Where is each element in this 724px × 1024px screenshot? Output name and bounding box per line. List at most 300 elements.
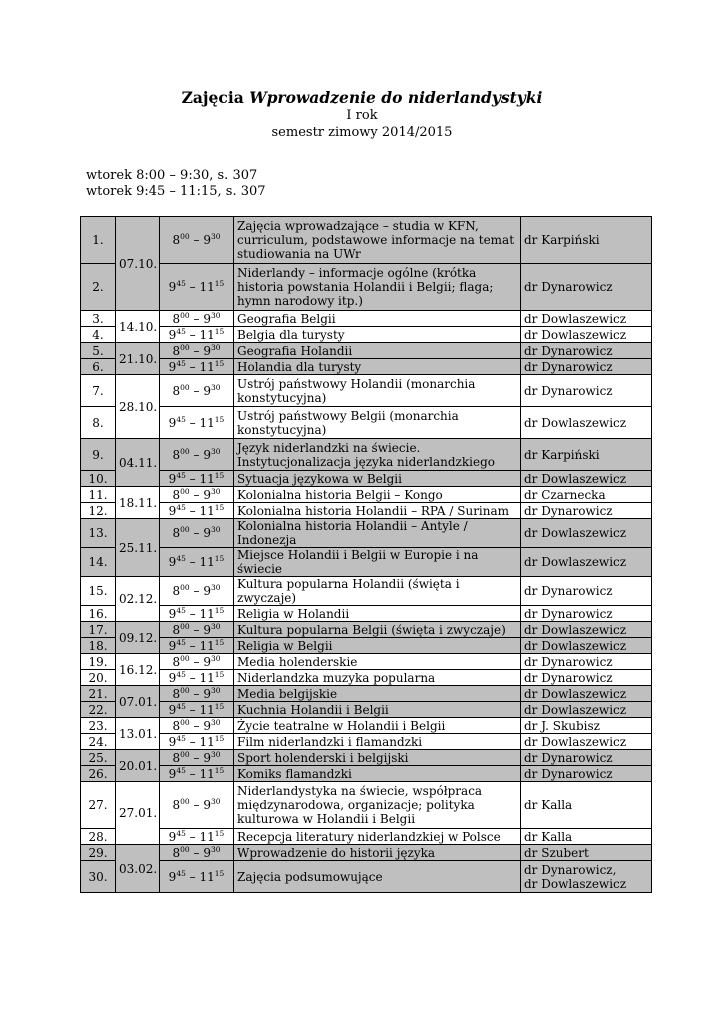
- table-row: [81, 311, 652, 327]
- end-hour: 11: [199, 638, 215, 653]
- time-separator: –: [189, 584, 204, 598]
- class-hours-line: wtorek 8:00 – 9:30, s. 307: [86, 168, 258, 183]
- start-hour: 9: [168, 503, 177, 518]
- lesson-teacher: dr Karpiński: [521, 217, 652, 264]
- time-separator: –: [189, 311, 204, 326]
- lesson-teacher: dr Dynarowicz: [521, 670, 652, 686]
- time-separator: –: [185, 415, 200, 430]
- start-hour: 8: [172, 654, 181, 669]
- end-minutes: 15: [214, 414, 225, 424]
- start-minutes: 00: [180, 717, 190, 727]
- end-minutes: 15: [214, 502, 225, 512]
- lesson-date: 27.01.: [116, 782, 160, 845]
- lesson-date: 25.11.: [116, 519, 160, 577]
- table-row: [81, 471, 652, 487]
- time-slot: [160, 548, 234, 577]
- end-hour: 9: [203, 311, 211, 326]
- start-minutes: 45: [176, 733, 186, 743]
- start-hour: 9: [168, 555, 177, 569]
- table-row: [81, 845, 652, 861]
- table-row: [81, 519, 652, 548]
- end-minutes: 15: [214, 637, 225, 647]
- table-row: [81, 686, 652, 702]
- time-separator: –: [189, 845, 204, 860]
- end-hour: 9: [203, 845, 211, 860]
- time-separator: –: [189, 343, 204, 358]
- lesson-topic: Sport holenderski i belgijski: [234, 750, 521, 766]
- lesson-teacher: dr Dynarowicz: [521, 343, 652, 359]
- lesson-number: 24.: [81, 734, 116, 750]
- end-hour: 11: [199, 280, 215, 294]
- start-hour: 8: [172, 622, 181, 637]
- end-hour: 9: [203, 622, 211, 637]
- time-separator: –: [189, 526, 204, 540]
- lesson-topic: Niderlandystyka na świecie, współpraca międzynarodowa, organizacje; polityka kulturowa w Holandii i Belgii: [234, 782, 521, 829]
- lesson-topic: Religia w Belgii: [234, 638, 521, 654]
- lesson-date: 02.12.: [116, 577, 160, 622]
- end-minutes: 15: [214, 868, 225, 878]
- start-minutes: 00: [180, 525, 190, 534]
- end-minutes: 15: [214, 765, 225, 775]
- end-hour: 9: [203, 798, 211, 812]
- lesson-number: 15.: [81, 577, 116, 606]
- lesson-topic: Geografia Holandii: [234, 343, 521, 359]
- table-row: [81, 829, 652, 845]
- time-slot: [160, 654, 234, 670]
- start-minutes: 00: [180, 446, 190, 456]
- lesson-teacher: dr Dowlaszewicz: [521, 327, 652, 343]
- start-minutes: 00: [180, 310, 190, 320]
- table-row: [81, 766, 652, 782]
- time-separator: –: [185, 280, 200, 294]
- start-hour: 9: [168, 702, 177, 717]
- lesson-topic: Wprowadzenie do historii języka: [234, 845, 521, 861]
- time-slot: [160, 638, 234, 654]
- lesson-teacher: dr Dynarowicz: [521, 750, 652, 766]
- end-hour: 11: [199, 415, 215, 430]
- end-hour: 11: [199, 471, 215, 486]
- start-minutes: 00: [180, 844, 190, 854]
- lesson-teacher: dr Kalla: [521, 782, 652, 829]
- time-slot: [160, 577, 234, 606]
- lesson-teacher: dr Dowlaszewicz: [521, 471, 652, 487]
- lesson-teacher: dr Dowlaszewicz: [521, 519, 652, 548]
- lesson-topic: Ustrój państwowy Belgii (monarchia konstytucyjna): [234, 407, 521, 439]
- end-minutes: 30: [210, 653, 221, 663]
- lesson-teacher: dr Szubert: [521, 845, 652, 861]
- lesson-date: 13.01.: [116, 718, 160, 750]
- lesson-topic: Niderlandy – informacje ogólne (krótka historia powstania Holandii i Belgii; flaga; hymn narodowy itp.): [234, 264, 521, 311]
- time-slot: [160, 702, 234, 718]
- class-hours-line: wtorek 9:45 – 11:15, s. 307: [86, 184, 266, 199]
- end-hour: 9: [203, 686, 211, 701]
- lesson-teacher: dr Dowlaszewicz: [521, 407, 652, 439]
- table-row: [81, 750, 652, 766]
- table-row: [81, 718, 652, 734]
- end-hour: 11: [199, 327, 215, 342]
- start-minutes: 00: [180, 486, 190, 496]
- semester-label: semestr zimowy 2014/2015: [271, 125, 453, 140]
- lesson-topic: Holandia dla turysty: [234, 359, 521, 375]
- lesson-topic: Film niderlandzki i flamandzki: [234, 734, 521, 750]
- lesson-teacher: dr Dowlaszewicz: [521, 311, 652, 327]
- time-slot: [160, 766, 234, 782]
- end-hour: 11: [199, 670, 215, 685]
- lesson-number: 11.: [81, 487, 116, 503]
- end-minutes: 30: [210, 583, 221, 592]
- end-hour: 9: [203, 654, 211, 669]
- end-hour: 11: [199, 869, 215, 884]
- time-separator: –: [185, 766, 200, 781]
- time-separator: –: [189, 622, 204, 637]
- lesson-date: 07.10.: [116, 217, 160, 311]
- lesson-topic: Geografia Belgii: [234, 311, 521, 327]
- table-row: [81, 327, 652, 343]
- lesson-number: 17.: [81, 622, 116, 638]
- lesson-date: 18.11.: [116, 487, 160, 519]
- lesson-number: 19.: [81, 654, 116, 670]
- year-label: I rok: [346, 108, 378, 123]
- start-hour: 8: [172, 311, 181, 326]
- lesson-teacher: dr Dowlaszewicz: [521, 638, 652, 654]
- time-separator: –: [185, 638, 200, 653]
- time-slot: [160, 845, 234, 861]
- end-minutes: 30: [210, 685, 221, 695]
- schedule-table: [80, 216, 652, 893]
- time-slot: [160, 487, 234, 503]
- lesson-topic: Zajęcia podsumowujące: [234, 861, 521, 893]
- time-slot: [160, 519, 234, 548]
- end-hour: 11: [199, 829, 215, 844]
- end-minutes: 30: [210, 717, 221, 727]
- start-hour: 8: [172, 845, 181, 860]
- start-hour: 8: [172, 447, 181, 462]
- start-minutes: 45: [176, 358, 186, 368]
- start-minutes: 45: [176, 414, 186, 424]
- end-minutes: 30: [210, 232, 221, 241]
- lesson-number: 23.: [81, 718, 116, 734]
- lesson-topic: Kultura popularna Holandii (święta i zwyczaje): [234, 577, 521, 606]
- time-separator: –: [185, 555, 200, 569]
- time-slot: [160, 861, 234, 893]
- time-separator: –: [185, 734, 200, 749]
- end-minutes: 15: [214, 701, 225, 711]
- table-row: [81, 359, 652, 375]
- end-hour: 11: [199, 734, 215, 749]
- start-hour: 9: [168, 327, 177, 342]
- end-hour: 11: [199, 503, 215, 518]
- start-hour: 8: [172, 487, 181, 502]
- start-minutes: 45: [176, 868, 186, 878]
- end-minutes: 30: [210, 342, 221, 352]
- time-slot: [160, 734, 234, 750]
- lesson-topic: Życie teatralne w Holandii i Belgii: [234, 718, 521, 734]
- end-minutes: 30: [210, 486, 221, 496]
- time-separator: –: [185, 606, 200, 621]
- time-separator: –: [185, 702, 200, 717]
- time-slot: [160, 217, 234, 264]
- end-minutes: 30: [210, 310, 221, 320]
- time-slot: [160, 686, 234, 702]
- time-slot: [160, 471, 234, 487]
- lesson-date: 20.01.: [116, 750, 160, 782]
- class-hours: [86, 168, 266, 200]
- time-separator: –: [185, 869, 200, 884]
- lesson-teacher: dr Dynarowicz: [521, 606, 652, 622]
- table-row: [81, 503, 652, 519]
- start-hour: 9: [168, 606, 177, 621]
- time-slot: [160, 439, 234, 471]
- lesson-topic: Recepcja literatury niderlandzkiej w Polsce: [234, 829, 521, 845]
- end-hour: 9: [203, 383, 211, 398]
- lesson-number: 29.: [81, 845, 116, 861]
- start-hour: 8: [172, 750, 181, 765]
- start-hour: 8: [172, 584, 181, 598]
- start-minutes: 45: [176, 701, 186, 711]
- start-hour: 9: [168, 869, 177, 884]
- lesson-teacher: dr Dynarowicz: [521, 654, 652, 670]
- lesson-number: 9.: [81, 439, 116, 471]
- start-minutes: 45: [176, 470, 186, 480]
- time-slot: [160, 311, 234, 327]
- time-slot: [160, 264, 234, 311]
- start-hour: 8: [172, 526, 181, 540]
- end-hour: 9: [203, 343, 211, 358]
- table-row: [81, 264, 652, 311]
- time-slot: [160, 375, 234, 407]
- lesson-teacher: dr Dowlaszewicz: [521, 622, 652, 638]
- start-minutes: 45: [176, 669, 186, 679]
- lesson-topic: Media holenderskie: [234, 654, 521, 670]
- lesson-teacher: dr Dynarowicz: [521, 359, 652, 375]
- table-row: [81, 654, 652, 670]
- time-separator: –: [189, 233, 204, 247]
- end-minutes: 30: [210, 446, 221, 456]
- end-minutes: 30: [210, 749, 221, 759]
- end-minutes: 15: [214, 669, 225, 679]
- time-slot: [160, 750, 234, 766]
- lesson-number: 1.: [81, 217, 116, 264]
- start-minutes: 45: [176, 279, 186, 288]
- table-row: [81, 861, 652, 893]
- start-minutes: 45: [176, 828, 186, 838]
- lesson-date: 21.10.: [116, 343, 160, 375]
- lesson-teacher: dr Dynarowicz: [521, 375, 652, 407]
- lesson-number: 27.: [81, 782, 116, 829]
- time-separator: –: [189, 383, 204, 398]
- lesson-number: 14.: [81, 548, 116, 577]
- lesson-teacher: dr Dynarowicz: [521, 503, 652, 519]
- end-hour: 11: [199, 766, 215, 781]
- lesson-number: 2.: [81, 264, 116, 311]
- start-minutes: 45: [176, 765, 186, 775]
- start-minutes: 00: [180, 583, 190, 592]
- end-hour: 9: [203, 750, 211, 765]
- start-hour: 8: [172, 718, 181, 733]
- lesson-teacher: dr Kalla: [521, 829, 652, 845]
- table-row: [81, 577, 652, 606]
- end-hour: 9: [203, 487, 211, 502]
- start-hour: 9: [168, 734, 177, 749]
- lesson-date: 28.10.: [116, 375, 160, 439]
- lesson-teacher: dr Dowlaszewicz: [521, 686, 652, 702]
- table-row: [81, 782, 652, 829]
- title-block: [0, 88, 724, 141]
- lesson-number: 12.: [81, 503, 116, 519]
- start-hour: 9: [168, 638, 177, 653]
- time-separator: –: [189, 686, 204, 701]
- end-hour: 9: [203, 526, 211, 540]
- start-minutes: 00: [180, 342, 190, 352]
- lesson-topic: Kuchnia Holandii i Belgii: [234, 702, 521, 718]
- lesson-topic: Komiks flamandzki: [234, 766, 521, 782]
- end-minutes: 15: [214, 279, 225, 288]
- end-hour: 9: [203, 584, 211, 598]
- lesson-topic: Kolonialna historia Holandii – RPA / Surinam: [234, 503, 521, 519]
- lesson-topic: Kolonialna historia Belgii – Kongo: [234, 487, 521, 503]
- course-name: Wprowadzenie do niderlandystyki: [249, 88, 543, 107]
- lesson-number: 22.: [81, 702, 116, 718]
- document-title: [0, 88, 724, 107]
- time-separator: –: [189, 798, 204, 812]
- time-separator: –: [189, 487, 204, 502]
- lesson-number: 7.: [81, 375, 116, 407]
- start-hour: 9: [168, 415, 177, 430]
- time-slot: [160, 503, 234, 519]
- lesson-date: 07.01.: [116, 686, 160, 718]
- time-slot: [160, 606, 234, 622]
- start-minutes: 45: [176, 637, 186, 647]
- start-hour: 8: [172, 343, 181, 358]
- start-minutes: 00: [180, 749, 190, 759]
- table-row: [81, 702, 652, 718]
- lesson-number: 13.: [81, 519, 116, 548]
- lesson-teacher: dr Czarnecka: [521, 487, 652, 503]
- start-hour: 9: [168, 829, 177, 844]
- lesson-number: 3.: [81, 311, 116, 327]
- lesson-teacher: dr Dowlaszewicz: [521, 702, 652, 718]
- table-row: [81, 670, 652, 686]
- start-minutes: 00: [180, 232, 190, 241]
- lesson-date: 09.12.: [116, 622, 160, 654]
- table-row: [81, 439, 652, 471]
- lesson-teacher: dr Dynarowicz: [521, 577, 652, 606]
- lesson-teacher: dr Dynarowicz: [521, 766, 652, 782]
- title-prefix: Zajęcia: [181, 88, 244, 107]
- end-hour: 11: [199, 555, 215, 569]
- time-slot: [160, 829, 234, 845]
- table-row: [81, 375, 652, 407]
- end-hour: 9: [203, 718, 211, 733]
- time-separator: –: [185, 829, 200, 844]
- lesson-number: 10.: [81, 471, 116, 487]
- start-hour: 8: [172, 798, 181, 812]
- end-hour: 11: [199, 702, 215, 717]
- lesson-number: 26.: [81, 766, 116, 782]
- table-row: [81, 548, 652, 577]
- start-hour: 8: [172, 233, 181, 247]
- time-separator: –: [189, 447, 204, 462]
- start-hour: 9: [168, 280, 177, 294]
- table-row: [81, 606, 652, 622]
- time-separator: –: [185, 471, 200, 486]
- lesson-topic: Religia w Holandii: [234, 606, 521, 622]
- time-slot: [160, 670, 234, 686]
- lesson-date: 16.12.: [116, 654, 160, 686]
- time-slot: [160, 327, 234, 343]
- end-hour: 9: [203, 447, 211, 462]
- lesson-number: 20.: [81, 670, 116, 686]
- lesson-date: 04.11.: [116, 439, 160, 487]
- end-minutes: 15: [214, 828, 225, 838]
- table-row: [81, 638, 652, 654]
- start-hour: 9: [168, 766, 177, 781]
- end-hour: 11: [199, 359, 215, 374]
- lesson-topic: Niderlandzka muzyka popularna: [234, 670, 521, 686]
- lesson-number: 21.: [81, 686, 116, 702]
- start-minutes: 45: [176, 326, 186, 336]
- lesson-number: 5.: [81, 343, 116, 359]
- table-row: [81, 487, 652, 503]
- time-separator: –: [189, 654, 204, 669]
- time-separator: –: [185, 503, 200, 518]
- lesson-topic: Zajęcia wprowadzające – studia w KFN, curriculum, podstawowe informacje na temat studiowania na UWr: [234, 217, 521, 264]
- lesson-number: 4.: [81, 327, 116, 343]
- end-hour: 11: [199, 606, 215, 621]
- time-slot: [160, 622, 234, 638]
- lesson-date: 03.02.: [116, 845, 160, 893]
- lesson-teacher: dr Dowlaszewicz: [521, 734, 652, 750]
- table-row: [81, 217, 652, 264]
- table-row: [81, 734, 652, 750]
- end-minutes: 15: [214, 605, 225, 615]
- end-minutes: 15: [214, 358, 225, 368]
- end-minutes: 30: [210, 382, 221, 392]
- start-minutes: 45: [176, 605, 186, 615]
- lesson-topic: Belgia dla turysty: [234, 327, 521, 343]
- table-row: [81, 343, 652, 359]
- start-minutes: 00: [180, 621, 190, 631]
- lesson-teacher: dr Karpiński: [521, 439, 652, 471]
- lesson-topic: Kultura popularna Belgii (święta i zwyczaje): [234, 622, 521, 638]
- lesson-number: 18.: [81, 638, 116, 654]
- end-minutes: 15: [214, 733, 225, 743]
- lesson-number: 28.: [81, 829, 116, 845]
- end-minutes: 15: [214, 326, 225, 336]
- lesson-topic: Miejsce Holandii i Belgii w Europie i na świecie: [234, 548, 521, 577]
- lesson-teacher: dr Dowlaszewicz: [521, 548, 652, 577]
- start-minutes: 00: [180, 797, 190, 806]
- time-separator: –: [185, 359, 200, 374]
- start-minutes: 45: [176, 554, 186, 563]
- time-separator: –: [189, 718, 204, 733]
- lesson-topic: Język niderlandzki na świecie. Instytucjonalizacja języka niderlandzkiego: [234, 439, 521, 471]
- start-hour: 9: [168, 670, 177, 685]
- lesson-teacher: dr Dynarowicz, dr Dowlaszewicz: [521, 861, 652, 893]
- end-hour: 9: [203, 233, 211, 247]
- start-minutes: 00: [180, 382, 190, 392]
- start-hour: 8: [172, 686, 181, 701]
- time-slot: [160, 718, 234, 734]
- start-hour: 8: [172, 383, 181, 398]
- time-slot: [160, 782, 234, 829]
- end-minutes: 15: [214, 470, 225, 480]
- time-separator: –: [189, 750, 204, 765]
- lesson-teacher: dr Dynarowicz: [521, 264, 652, 311]
- end-minutes: 30: [210, 525, 221, 534]
- end-minutes: 30: [210, 844, 221, 854]
- lesson-number: 6.: [81, 359, 116, 375]
